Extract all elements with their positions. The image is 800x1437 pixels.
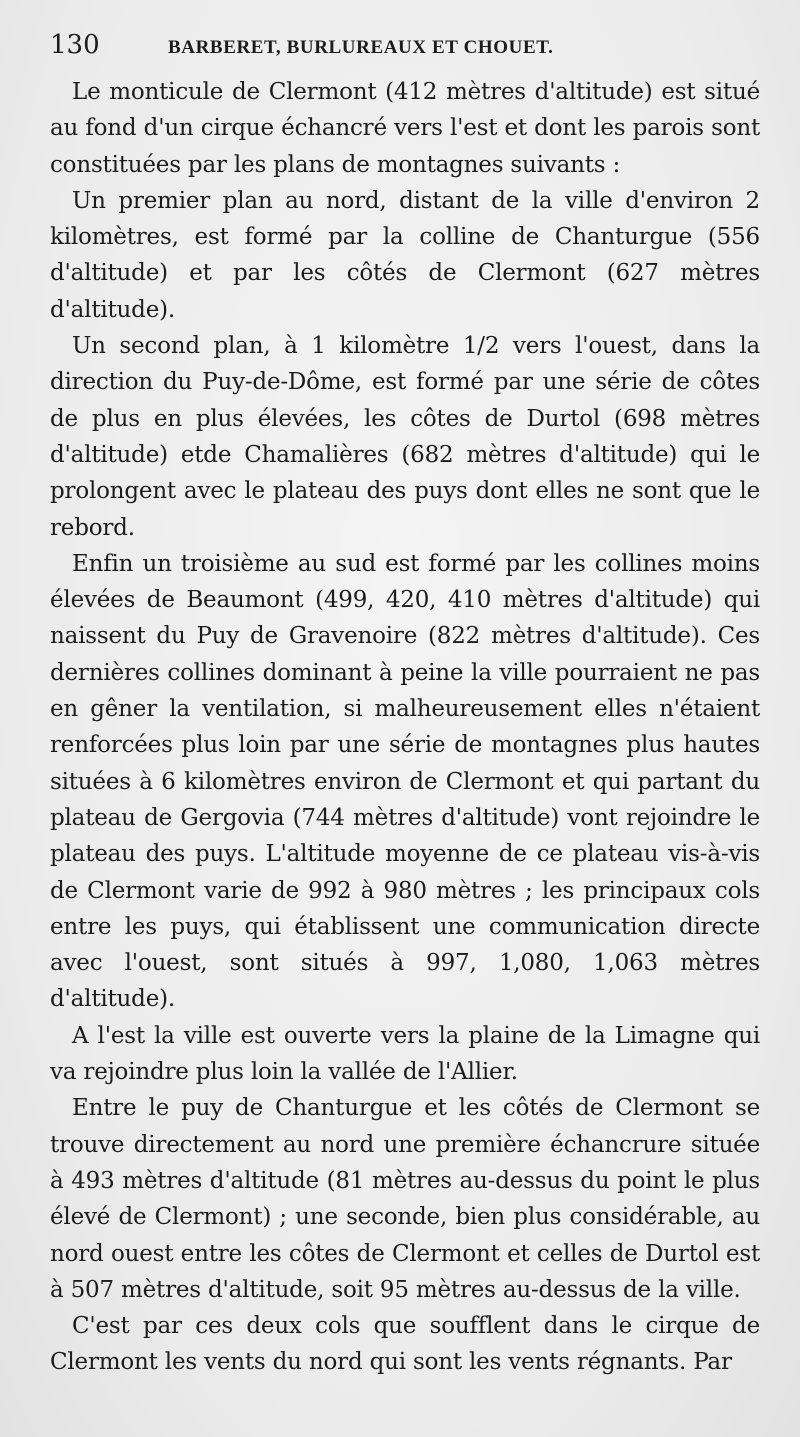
- running-head-title: BARBERET, BURLUREAUX ET CHOUET.: [168, 37, 554, 58]
- paragraph-second-plan-west: Un second plan, à 1 kilomètre 1/2 vers l'ouest, dans la direction du Puy-de-Dôme, est formé par une série de côtes de plus en plus élevées, les côtes de Durtol (698 mètres d'altitude) etde Chamalières (682 mètres d'altitude) qui le prolongent avec le plateau des puys dont elles ne sont que le rebord.: [50, 333, 760, 541]
- running-head: [50, 30, 760, 74]
- paragraph-first-plan-north: Un premier plan au nord, distant de la ville d'environ 2 kilomètres, est formé par la colline de Chanturgue (556 d'altitude) et par les côtés de Clermont (627 mètres d'altitude).: [50, 187, 760, 323]
- paragraph-north-passes: Entre le puy de Chanturgue et les côtés de Clermont se trouve directement au nord une première échancrure située à 493 mètres d'altitude (81 mètres au-dessus du point le plus élevé de Clermont) ; une seconde, bien plus considérable, au nord ouest entre les côtes de Clermont et celles de Durtol est à 507 mètres d'altitude, soit 95 mètres au-dessus de la ville.: [50, 1095, 760, 1303]
- paragraph-north-winds: C'est par ces deux cols que soufflent dans le cirque de Clermont les vents du nord qui sont les vents régnants. Par: [50, 1313, 760, 1376]
- paragraph-east-limagne: A l'est la ville est ouverte vers la plaine de la Limagne qui va rejoindre plus loin la vallée de l'Allier.: [50, 1022, 760, 1086]
- page-number: 130: [50, 30, 100, 60]
- paragraph-third-plan-south: Enfin un troisième au sud est formé par les collines moins élevées de Beaumont (499, 420, 410 mètres d'altitude) qui naissent du Puy de Gravenoire (822 mètres d'altitude). Ces dernières collines dominant à peine la ville pourraient ne pas en gêner la ventilation, si malheureusement elles n'étaient renforcées plus loin par une série de montagnes plus hautes situées à 6 kilomètres environ de Clermont et qui partant du plateau de Gergovia (744 mètres d'altitude) vont rejoindre le plateau des puys. L'altitude moyenne de ce plateau vis-à-vis de Clermont varie de 992 à 980 mètres ; les principaux cols entre les puys, qui établissent une communication directe avec l'ouest, sont situés à 997, 1,080, 1,063 mètres d'altitude).: [50, 550, 760, 1013]
- body-text: [50, 74, 760, 1381]
- paragraph-clermont-cirque: Le monticule de Clermont (412 mètres d'altitude) est situé au fond d'un cirque échancré vers l'est et dont les parois sont constituées par les plans de montagnes suivants :: [50, 79, 760, 178]
